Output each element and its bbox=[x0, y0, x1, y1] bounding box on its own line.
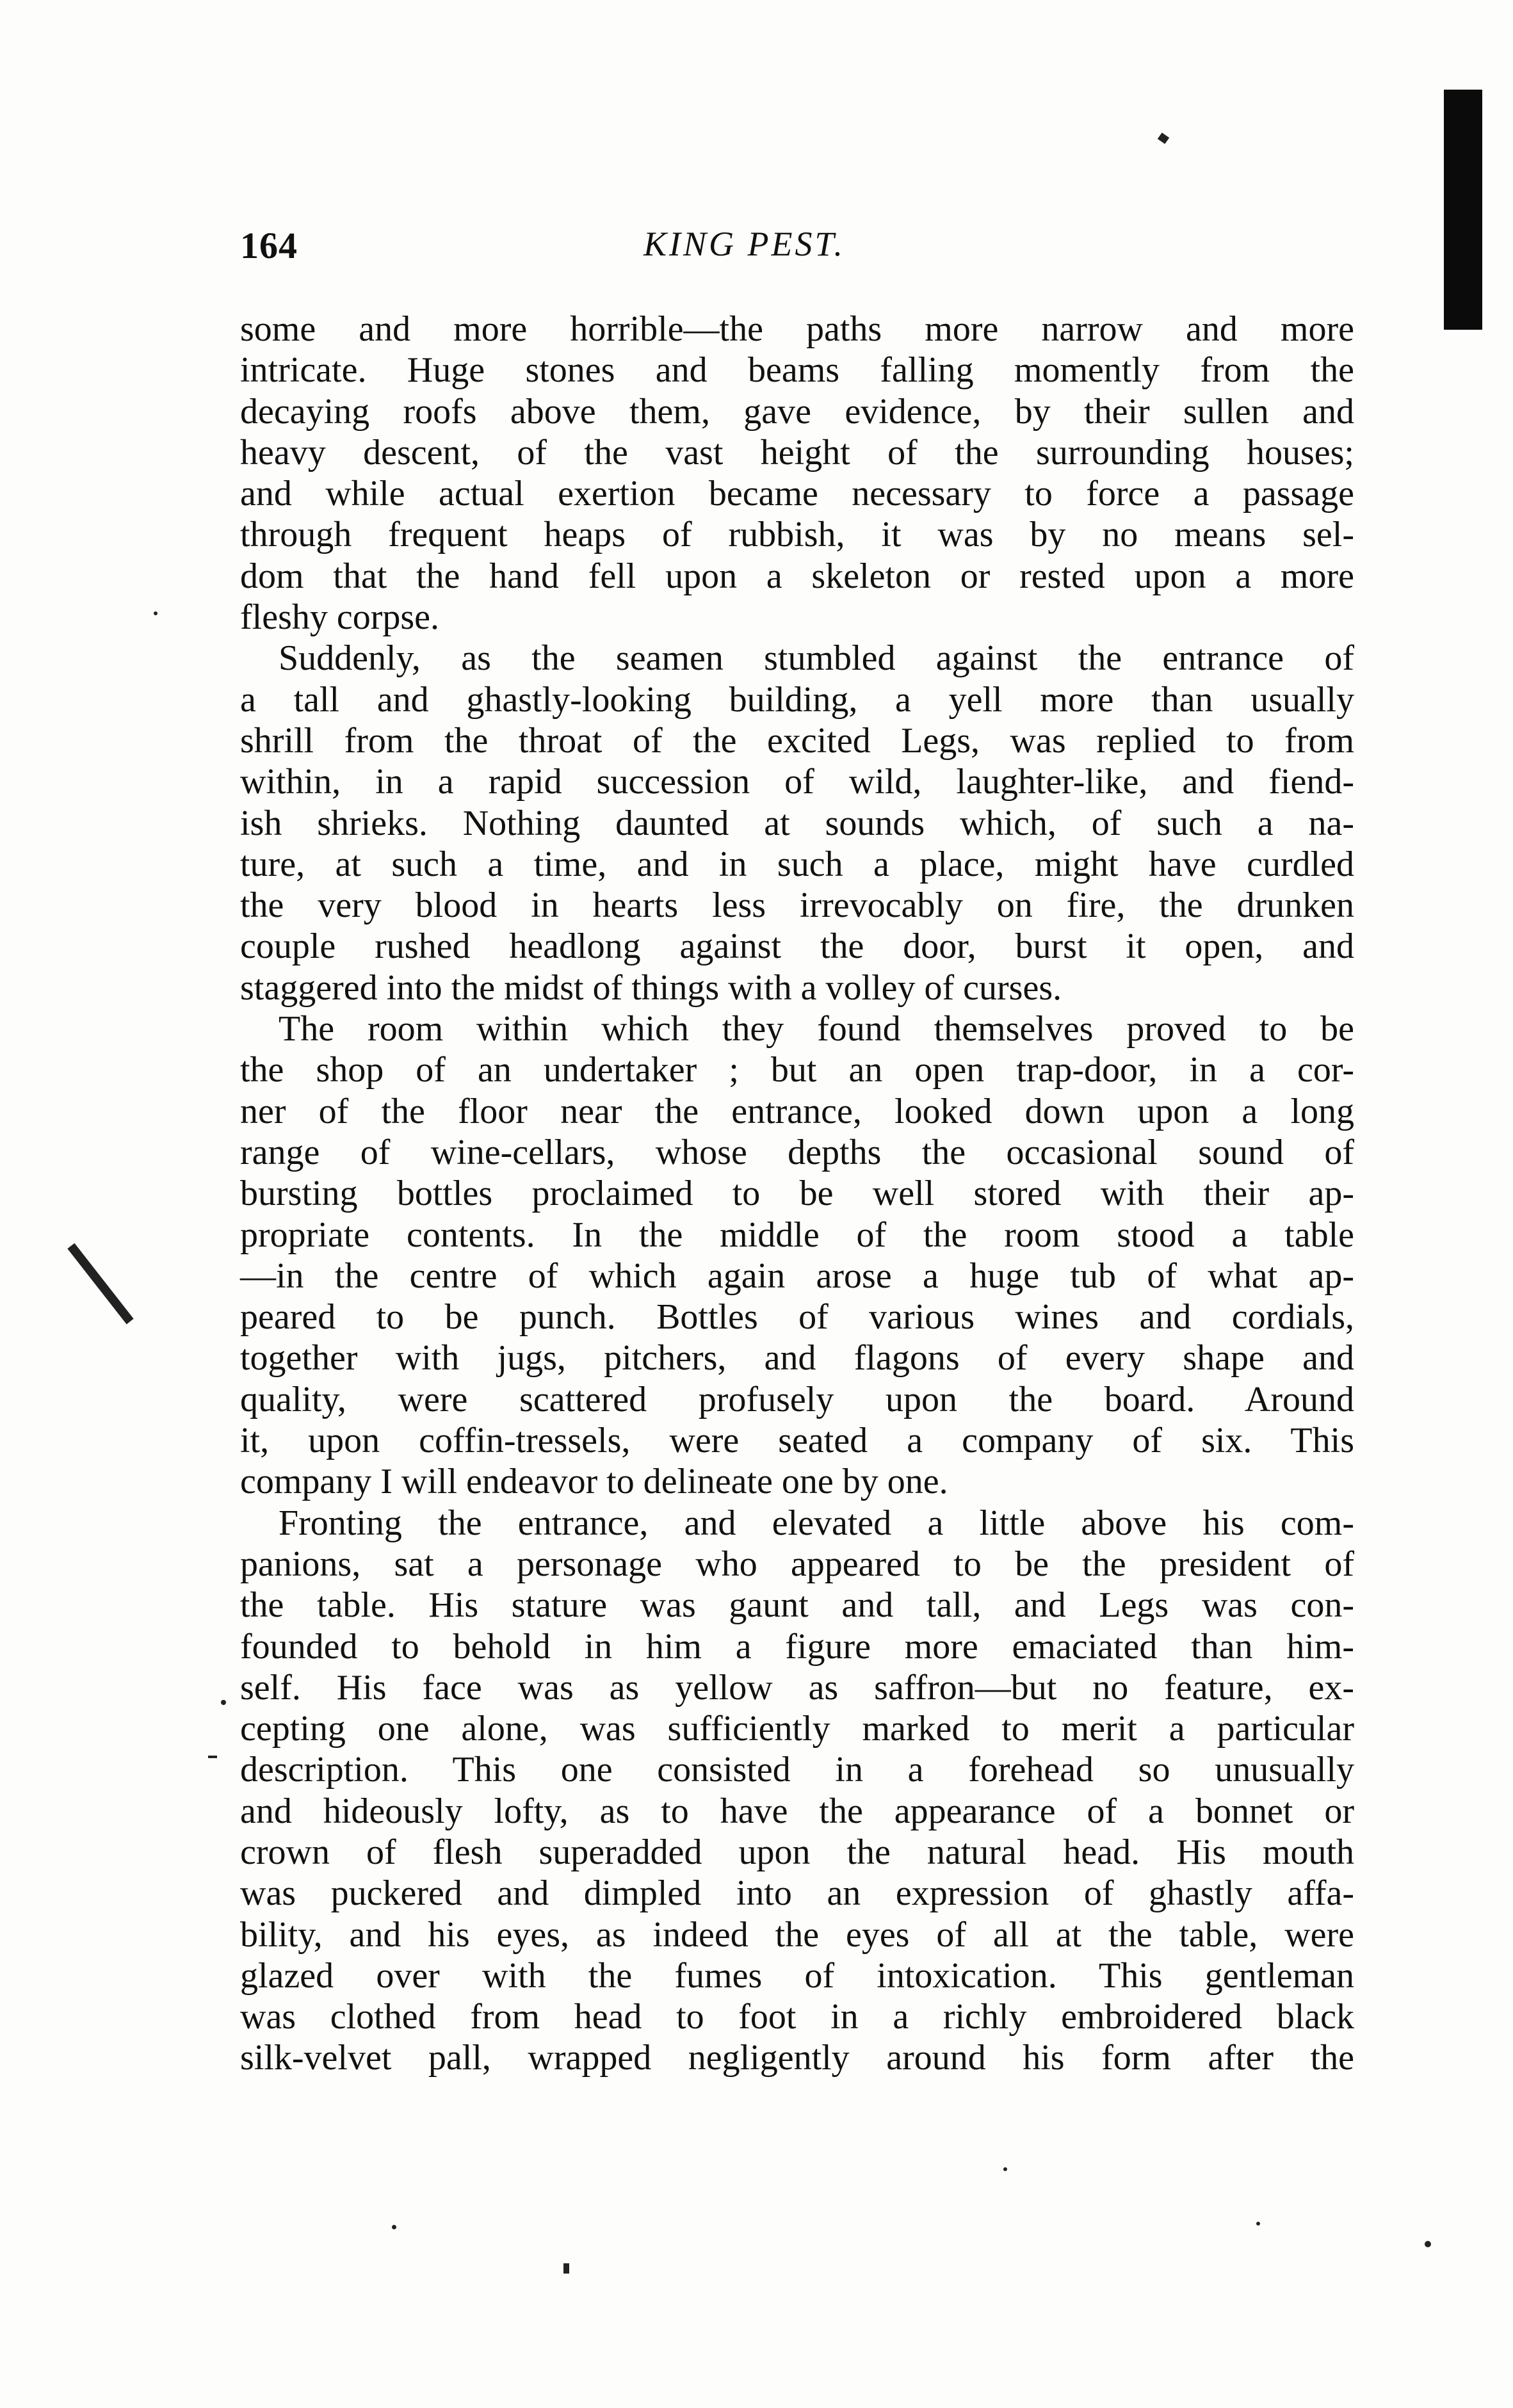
text-line: description. This one consisted in a forehead so unusually bbox=[240, 1750, 1354, 1790]
text-line: intricate. Huge stones and beams falling momently from the bbox=[240, 350, 1354, 391]
text-line: ture, at such a time, and in such a place, might have curdled bbox=[240, 844, 1354, 884]
scan-speck bbox=[1003, 2167, 1007, 2171]
text-line: the shop of an undertaker ; but an open trap-door, in a cor- bbox=[240, 1050, 1354, 1090]
text-line: and hideously lofty, as to have the appearance of a bonnet or bbox=[240, 1791, 1354, 1831]
text-line: quality, were scattered profusely upon the board. Around bbox=[240, 1379, 1354, 1419]
text-line: some and more horrible—the paths more narrow and more bbox=[240, 309, 1354, 349]
text-line: bursting bottles proclaimed to be well stored with their ap- bbox=[240, 1174, 1354, 1214]
text-line: self. His face was as yellow as saffron—but no feature, ex- bbox=[240, 1667, 1354, 1708]
text-line: together with jugs, pitchers, and flagons of every shape and bbox=[240, 1338, 1354, 1378]
text-line: and while actual exertion became necessary to force a passage bbox=[240, 474, 1354, 514]
text-line: silk-velvet pall, wrapped negligently around his form after the bbox=[240, 2038, 1354, 2078]
text-line: crown of flesh superadded upon the natural head. His mouth bbox=[240, 1832, 1354, 1872]
body-text bbox=[240, 309, 1354, 2079]
scan-speck bbox=[208, 1756, 217, 1758]
text-line: panions, sat a personage who appeared to be the president of bbox=[240, 1544, 1354, 1584]
text-line: ish shrieks. Nothing daunted at sounds which, of such a na- bbox=[240, 803, 1354, 843]
text-line: peared to be punch. Bottles of various wines and cordials, bbox=[240, 1297, 1354, 1337]
text-line: decaying roofs above them, gave evidence, by their sullen and bbox=[240, 391, 1354, 432]
text-line: founded to behold in him a figure more emaciated than him- bbox=[240, 1626, 1354, 1667]
paragraph-start-line: Suddenly, as the seamen stumbled against the entrance of bbox=[279, 638, 1354, 679]
text-line: heavy descent, of the vast height of the surrounding houses; bbox=[240, 432, 1354, 473]
text-line: shrill from the throat of the excited Legs, was replied to from bbox=[240, 720, 1354, 761]
paragraph-start-line: The room within which they found themselves proved to be bbox=[279, 1009, 1354, 1049]
text-line: a tall and ghastly-looking building, a yell more than usually bbox=[240, 679, 1354, 720]
text-line: cepting one alone, was sufficiently marked to merit a particular bbox=[240, 1709, 1354, 1749]
scan-speck bbox=[1158, 133, 1169, 144]
text-line: within, in a rapid succession of wild, laughter-like, and fiend- bbox=[240, 762, 1354, 802]
page-number: 164 bbox=[240, 225, 298, 266]
text-line: through frequent heaps of rubbish, it was by no means sel- bbox=[240, 515, 1354, 555]
text-line: —in the centre of which again arose a huge tub of what ap- bbox=[240, 1256, 1354, 1296]
scan-stray-mark bbox=[67, 1243, 133, 1325]
text-line: propriate contents. In the middle of the room stood a table bbox=[240, 1215, 1354, 1255]
running-title: KING PEST. bbox=[643, 225, 846, 263]
text-line: fleshy corpse. bbox=[240, 597, 440, 638]
text-line: it, upon coffin-tressels, were seated a company of six. This bbox=[240, 1421, 1354, 1461]
text-line: company I will endeavor to delineate one by one. bbox=[240, 1462, 948, 1502]
paragraph-start-line: Fronting the entrance, and elevated a little above his com- bbox=[279, 1503, 1354, 1543]
text-line: the table. His stature was gaunt and tall, and Legs was con- bbox=[240, 1585, 1354, 1626]
text-line: was clothed from head to foot in a richly embroidered black bbox=[240, 1997, 1354, 2037]
scan-speck bbox=[154, 611, 158, 615]
text-line: the very blood in hearts less irrevocably on fire, the drunken bbox=[240, 885, 1354, 926]
text-line: dom that the hand fell upon a skeleton or rested upon a more bbox=[240, 556, 1354, 596]
scan-speck bbox=[1425, 2241, 1431, 2247]
scan-speck bbox=[1256, 2222, 1260, 2226]
page-header bbox=[240, 224, 1354, 282]
text-line: was puckered and dimpled into an expression of ghastly affa- bbox=[240, 1873, 1354, 1914]
scan-edge-shadow bbox=[1444, 90, 1482, 330]
text-line: couple rushed headlong against the door, burst it open, and bbox=[240, 926, 1354, 967]
text-line: bility, and his eyes, as indeed the eyes of all at the table, were bbox=[240, 1914, 1354, 1955]
scan-speck bbox=[221, 1700, 226, 1705]
text-line: staggered into the midst of things with a volley of curses. bbox=[240, 967, 1062, 1008]
text-line: range of wine-cellars, whose depths the occasional sound of bbox=[240, 1132, 1354, 1172]
scan-speck bbox=[392, 2225, 396, 2229]
text-line: glazed over with the fumes of intoxication. This gentleman bbox=[240, 1955, 1354, 1996]
text-line: ner of the floor near the entrance, looked down upon a long bbox=[240, 1091, 1354, 1131]
scan-speck bbox=[563, 2263, 569, 2274]
